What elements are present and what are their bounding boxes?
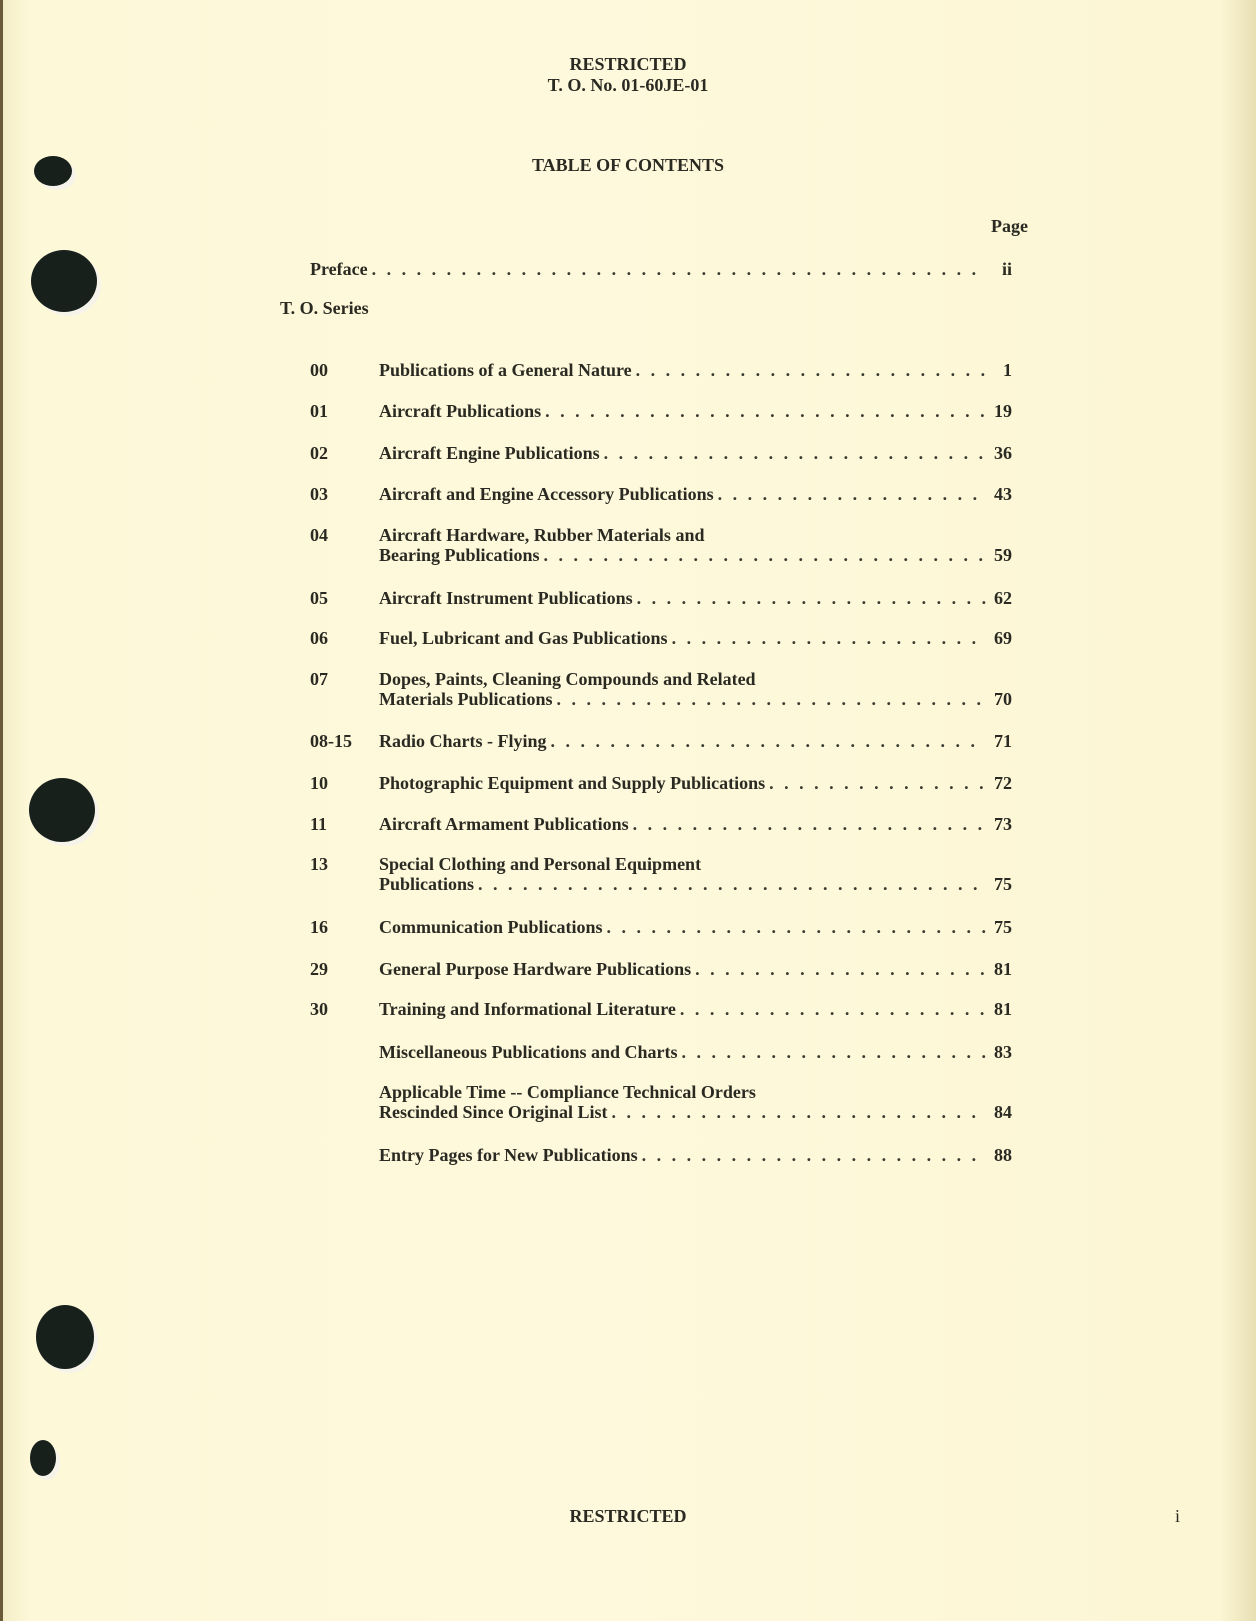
series-number: 29 — [310, 959, 328, 979]
entry-title: Aircraft Instrument Publications — [379, 588, 633, 608]
entry-page: 1 — [1003, 360, 1012, 380]
entry-title: Materials Publications — [379, 689, 553, 709]
dot-leader — [544, 545, 986, 565]
entry-page: 43 — [994, 484, 1012, 504]
dot-leader — [718, 484, 986, 504]
entry-page: 75 — [994, 874, 1012, 894]
dot-leader — [637, 588, 986, 608]
binder-hole-icon — [29, 778, 95, 842]
entry-title: Fuel, Lubricant and Gas Publications — [379, 628, 668, 648]
entry-page: 88 — [994, 1145, 1012, 1165]
dot-leader — [642, 1145, 986, 1165]
dot-leader — [769, 773, 986, 793]
dot-leader — [612, 1102, 986, 1122]
dot-leader — [680, 999, 986, 1019]
series-number: 06 — [310, 628, 328, 648]
entry-title: Miscellaneous Publications and Charts — [379, 1042, 678, 1062]
entry-page: 59 — [994, 545, 1012, 565]
entry-title: Aircraft Publications — [379, 401, 542, 421]
toc-entry-preface — [310, 259, 1012, 279]
series-number: 08-15 — [310, 731, 352, 751]
entry-page: 69 — [994, 628, 1012, 648]
entry-title: Dopes, Paints, Cleaning Compounds and Related — [379, 669, 756, 689]
document-number: T. O. No. 01-60JE-01 — [547, 75, 709, 95]
entry-page: 73 — [994, 814, 1012, 834]
series-number: 02 — [310, 443, 328, 463]
entry-page: 71 — [994, 731, 1012, 751]
series-number: 01 — [310, 401, 328, 421]
series-number: 07 — [310, 669, 328, 689]
series-number: 30 — [310, 999, 328, 1019]
entry-title: Radio Charts - Flying — [379, 731, 547, 751]
dot-leader — [604, 443, 986, 463]
dot-leader — [672, 628, 986, 648]
page-title: TABLE OF CONTENTS — [531, 155, 725, 175]
entry-page: 36 — [994, 443, 1012, 463]
entry-page: 75 — [994, 917, 1012, 937]
entry-title: Entry Pages for New Publications — [379, 1145, 638, 1165]
series-number: 10 — [310, 773, 328, 793]
binder-hole-icon — [30, 1440, 56, 1476]
footer-classification: RESTRICTED — [569, 1506, 687, 1526]
dot-leader — [682, 1042, 986, 1062]
entry-page: 83 — [994, 1042, 1012, 1062]
entry-page: ii — [1001, 259, 1012, 279]
entry-title: Preface — [310, 259, 368, 279]
page-column-label: Page — [991, 216, 1028, 236]
dot-leader — [633, 814, 986, 834]
series-number: 16 — [310, 917, 328, 937]
entry-page: 72 — [994, 773, 1012, 793]
series-number: 04 — [310, 525, 328, 545]
entry-title: Communication Publications — [379, 917, 603, 937]
entry-page: 19 — [994, 401, 1012, 421]
entry-title: Rescinded Since Original List — [379, 1102, 608, 1122]
dot-leader — [695, 959, 986, 979]
entry-title: Applicable Time -- Compliance Technical Orders — [379, 1082, 756, 1102]
dot-leader — [636, 360, 986, 380]
page-number: i — [1175, 1506, 1181, 1526]
entry-title: Publications — [379, 874, 475, 894]
entry-title: Aircraft Hardware, Rubber Materials and — [379, 525, 705, 545]
page-edge — [0, 0, 3, 1621]
dot-leader — [557, 689, 987, 709]
series-number: 11 — [310, 814, 328, 834]
binder-hole-icon — [36, 1305, 94, 1369]
entry-title: Aircraft Armament Publications — [379, 814, 629, 834]
dot-leader — [607, 917, 986, 937]
series-number: 03 — [310, 484, 328, 504]
entry-title: Training and Informational Literature — [379, 999, 676, 1019]
header-classification: RESTRICTED — [569, 54, 687, 74]
entry-page: 81 — [994, 959, 1012, 979]
entry-title: General Purpose Hardware Publications — [379, 959, 692, 979]
entry-title: Aircraft Engine Publications — [379, 443, 600, 463]
binder-hole-icon — [31, 250, 97, 312]
entry-title: Bearing Publications — [379, 545, 540, 565]
entry-title: Special Clothing and Personal Equipment — [379, 854, 702, 874]
dot-leader — [551, 731, 986, 751]
entry-page: 70 — [994, 689, 1012, 709]
dot-leader — [372, 259, 986, 279]
series-heading: T. O. Series — [280, 298, 369, 318]
series-number: 13 — [310, 854, 328, 874]
entry-title: Photographic Equipment and Supply Publications — [379, 773, 766, 793]
series-number: 05 — [310, 588, 328, 608]
dot-leader — [478, 874, 986, 894]
entry-title: Aircraft and Engine Accessory Publications — [379, 484, 714, 504]
dot-leader — [545, 401, 986, 421]
entry-page: 62 — [994, 588, 1012, 608]
entry-page: 84 — [994, 1102, 1012, 1122]
series-number: 00 — [310, 360, 328, 380]
entry-title: Publications of a General Nature — [379, 360, 632, 380]
entry-page: 81 — [994, 999, 1012, 1019]
